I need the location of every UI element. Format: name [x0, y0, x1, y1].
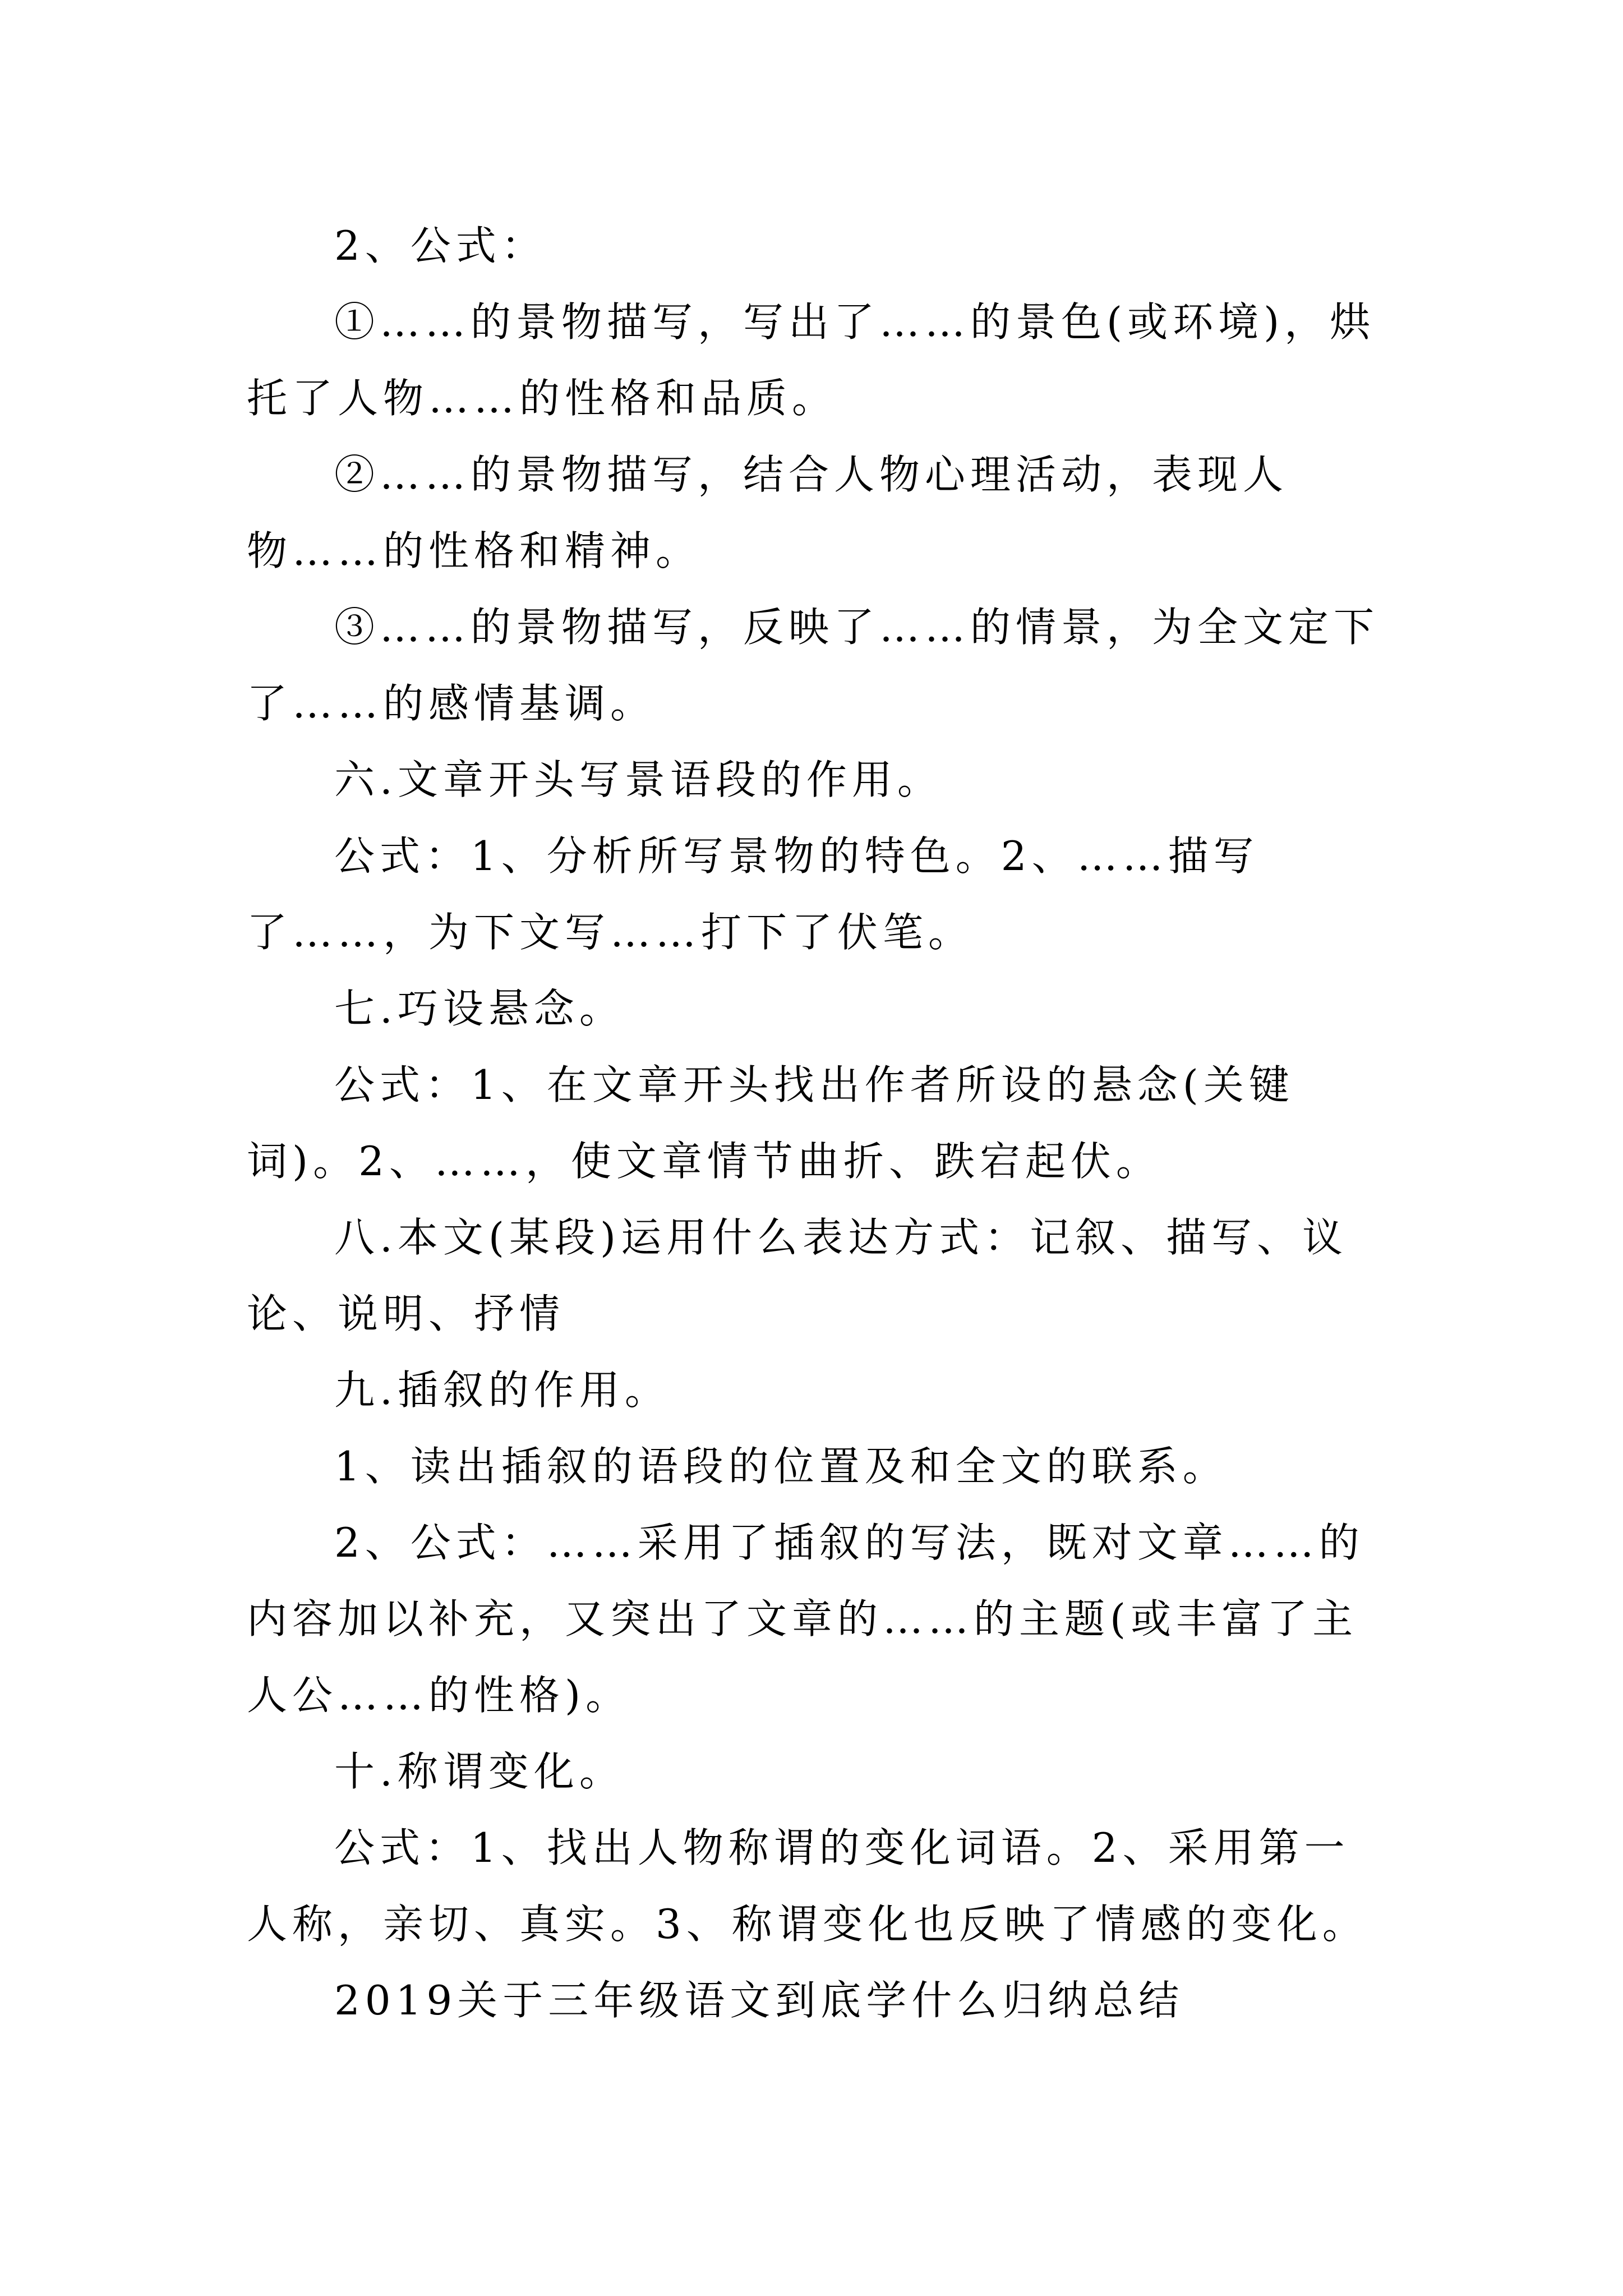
paragraph: ②……的景物描写，结合人物心理活动，表现人物……的性格和精神。 [247, 451, 1289, 574]
section-heading: 六.文章开头写景语段的作用。 [334, 756, 943, 803]
section-heading: 八.本文(某段)运用什么表达方式：记叙、描写、议论、说明、抒情 [247, 1214, 1348, 1337]
paragraph: 2、公式：……采用了插叙的写法，既对文章……的内容加以补充，又突出了文章的……的主题(或丰富了主人公……的性格)。 [247, 1519, 1364, 1719]
paragraph: 公式：1、分析所写景物的特色。2、……描写了……，为下文写……打下了伏笔。 [247, 832, 1259, 956]
paragraph: ③……的景物描写，反映了……的情景，为全文定下了……的感情基调。 [247, 604, 1380, 727]
section-heading: 九.插叙的作用。 [334, 1366, 670, 1414]
document-subtitle: 2019关于三年级语文到底学什么归纳总结 [334, 1977, 1184, 2024]
section-heading: 七.巧设悬念。 [334, 985, 625, 1032]
paragraph: 1、读出插叙的语段的位置及和全文的联系。 [334, 1443, 1228, 1490]
paragraph: ①……的景物描写，写出了……的景色(或环境)，烘托了人物……的性格和品质。 [247, 298, 1376, 422]
paragraph: 公式：1、找出人物称谓的变化词语。2、采用第一人称，亲切、真实。3、称谓变化也反映了情感的变化。 [247, 1824, 1368, 1948]
section-heading: 十.称谓变化。 [334, 1748, 625, 1795]
document-body [247, 208, 1380, 2039]
paragraph: 公式：1、在文章开头找出作者所设的悬念(关键词)。2、……，使文章情节曲折、跌宕起伏。 [247, 1061, 1294, 1185]
paragraph: 2、公式： [334, 222, 547, 269]
